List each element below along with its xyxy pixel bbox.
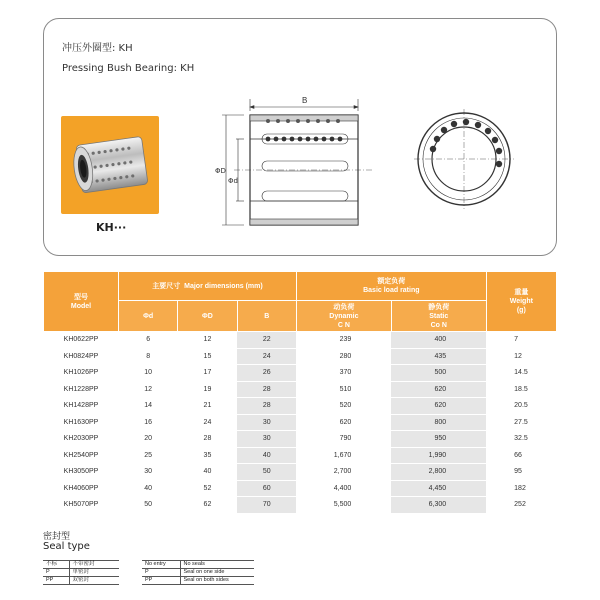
seal-row (142, 569, 254, 577)
cell-B: 24 (237, 348, 296, 365)
cell-sta: 950 (391, 431, 486, 448)
cell-dyn: 239 (296, 332, 391, 349)
cell-w: 252 (486, 497, 556, 514)
table-row (44, 365, 557, 382)
dim-outer-d-label: ΦD (215, 167, 226, 175)
cell-d: 30 (119, 464, 178, 481)
table-row (44, 332, 557, 349)
cell-D: 21 (178, 398, 237, 415)
cell-d: 40 (119, 480, 178, 497)
col-outer-d-header: ΦD (178, 301, 237, 332)
seal-code: 不标 (43, 561, 69, 569)
cell-model: KH1428PP (44, 398, 119, 415)
cell-B: 30 (237, 431, 296, 448)
cell-sta: 500 (391, 365, 486, 382)
cell-D: 19 (178, 381, 237, 398)
seal-code: P (142, 569, 180, 577)
cell-B: 60 (237, 480, 296, 497)
cell-sta: 2,800 (391, 464, 486, 481)
seal-row (43, 569, 119, 577)
cell-dyn: 520 (296, 398, 391, 415)
cell-dyn: 280 (296, 348, 391, 365)
cell-model: KH2540PP (44, 447, 119, 464)
table-row (44, 398, 557, 415)
cell-model: KH0622PP (44, 332, 119, 349)
cell-w: 7 (486, 332, 556, 349)
cell-sta: 800 (391, 414, 486, 431)
cell-dyn: 620 (296, 414, 391, 431)
product-photo (61, 116, 159, 214)
cell-d: 8 (119, 348, 178, 365)
dynamic-header: 动负荷 Dynamic C N (296, 301, 391, 332)
cell-D: 12 (178, 332, 237, 349)
seal-description: Seal on both sides (180, 577, 254, 585)
cell-d: 25 (119, 447, 178, 464)
cell-B: 30 (237, 414, 296, 431)
product-card (43, 18, 557, 256)
seal-code: PP (43, 577, 69, 585)
cell-sta: 1,990 (391, 447, 486, 464)
cell-B: 26 (237, 365, 296, 382)
cell-w: 32.5 (486, 431, 556, 448)
cell-w: 12 (486, 348, 556, 365)
table-row (44, 414, 557, 431)
seal-table-en (142, 560, 254, 585)
cell-w: 27.5 (486, 414, 556, 431)
product-label: KH··· (96, 221, 127, 234)
cell-dyn: 2,700 (296, 464, 391, 481)
seal-code: PP (142, 577, 180, 585)
cell-B: 40 (237, 447, 296, 464)
cell-d: 50 (119, 497, 178, 514)
cell-D: 15 (178, 348, 237, 365)
cell-model: KH0824PP (44, 348, 119, 365)
cell-dyn: 370 (296, 365, 391, 382)
table-row (44, 497, 557, 514)
title-en: Pressing Bush Bearing: KH (62, 63, 195, 74)
cell-model: KH5070PP (44, 497, 119, 514)
major-dimensions-header: 主要尺寸 Major dimensions (mm) (119, 272, 297, 301)
cell-dyn: 1,670 (296, 447, 391, 464)
cell-dyn: 510 (296, 381, 391, 398)
seal-code: No entry (142, 561, 180, 569)
seal-row (43, 561, 119, 569)
seal-code: P (43, 569, 69, 577)
cell-model: KH3050PP (44, 464, 119, 481)
seal-row (142, 577, 254, 585)
title-cn: 冲压外圈型: KH (62, 43, 133, 54)
seal-description: 不带密封 (69, 561, 119, 569)
seal-table-cn (43, 560, 119, 585)
cell-sta: 400 (391, 332, 486, 349)
cell-w: 66 (486, 447, 556, 464)
cell-dyn: 5,500 (296, 497, 391, 514)
cell-d: 20 (119, 431, 178, 448)
load-rating-header: 额定负荷 Basic load rating (296, 272, 486, 301)
seal-description: Seal on one side (180, 569, 254, 577)
cell-B: 22 (237, 332, 296, 349)
cell-model: KH1026PP (44, 365, 119, 382)
cell-D: 40 (178, 464, 237, 481)
col-d-header: Φd (119, 301, 178, 332)
cell-d: 6 (119, 332, 178, 349)
cell-B: 70 (237, 497, 296, 514)
cell-model: KH1630PP (44, 414, 119, 431)
cell-B: 28 (237, 381, 296, 398)
weight-header: 重量 Weight (g) (486, 272, 556, 332)
seal-title-en: Seal type (43, 541, 90, 552)
cell-d: 16 (119, 414, 178, 431)
cell-model: KH1228PP (44, 381, 119, 398)
cell-D: 35 (178, 447, 237, 464)
seal-description: No seals (180, 561, 254, 569)
col-b-header: B (237, 301, 296, 332)
cell-D: 52 (178, 480, 237, 497)
cell-D: 62 (178, 497, 237, 514)
cell-sta: 4,450 (391, 480, 486, 497)
table-row (44, 431, 557, 448)
seal-title-cn: 密封型 (43, 532, 71, 542)
specification-table (43, 271, 557, 514)
cell-dyn: 790 (296, 431, 391, 448)
table-row (44, 348, 557, 365)
table-row (44, 447, 557, 464)
section-drawing (214, 77, 394, 241)
cell-B: 50 (237, 464, 296, 481)
cell-w: 182 (486, 480, 556, 497)
cell-sta: 6,300 (391, 497, 486, 514)
table-row (44, 480, 557, 497)
seal-description: 单密封 (69, 569, 119, 577)
end-view-drawing (412, 107, 516, 215)
cell-w: 20.5 (486, 398, 556, 415)
dim-b-label: B (302, 96, 308, 105)
dim-inner-d-label: Φd (228, 177, 238, 185)
static-header: 静负荷 Static Co N (391, 301, 486, 332)
cell-w: 95 (486, 464, 556, 481)
cell-D: 17 (178, 365, 237, 382)
cell-D: 28 (178, 431, 237, 448)
table-row (44, 381, 557, 398)
cell-model: KH4060PP (44, 480, 119, 497)
cell-w: 18.5 (486, 381, 556, 398)
cell-sta: 620 (391, 381, 486, 398)
cell-sta: 620 (391, 398, 486, 415)
cell-model: KH2030PP (44, 431, 119, 448)
seal-row (43, 577, 119, 585)
cell-sta: 435 (391, 348, 486, 365)
cell-d: 12 (119, 381, 178, 398)
seal-description: 双密封 (69, 577, 119, 585)
cell-dyn: 4,400 (296, 480, 391, 497)
cell-d: 14 (119, 398, 178, 415)
cell-w: 14.5 (486, 365, 556, 382)
seal-row (142, 561, 254, 569)
cell-B: 28 (237, 398, 296, 415)
cell-D: 24 (178, 414, 237, 431)
cell-d: 10 (119, 365, 178, 382)
model-header: 型号 Model (44, 272, 119, 332)
table-row (44, 464, 557, 481)
